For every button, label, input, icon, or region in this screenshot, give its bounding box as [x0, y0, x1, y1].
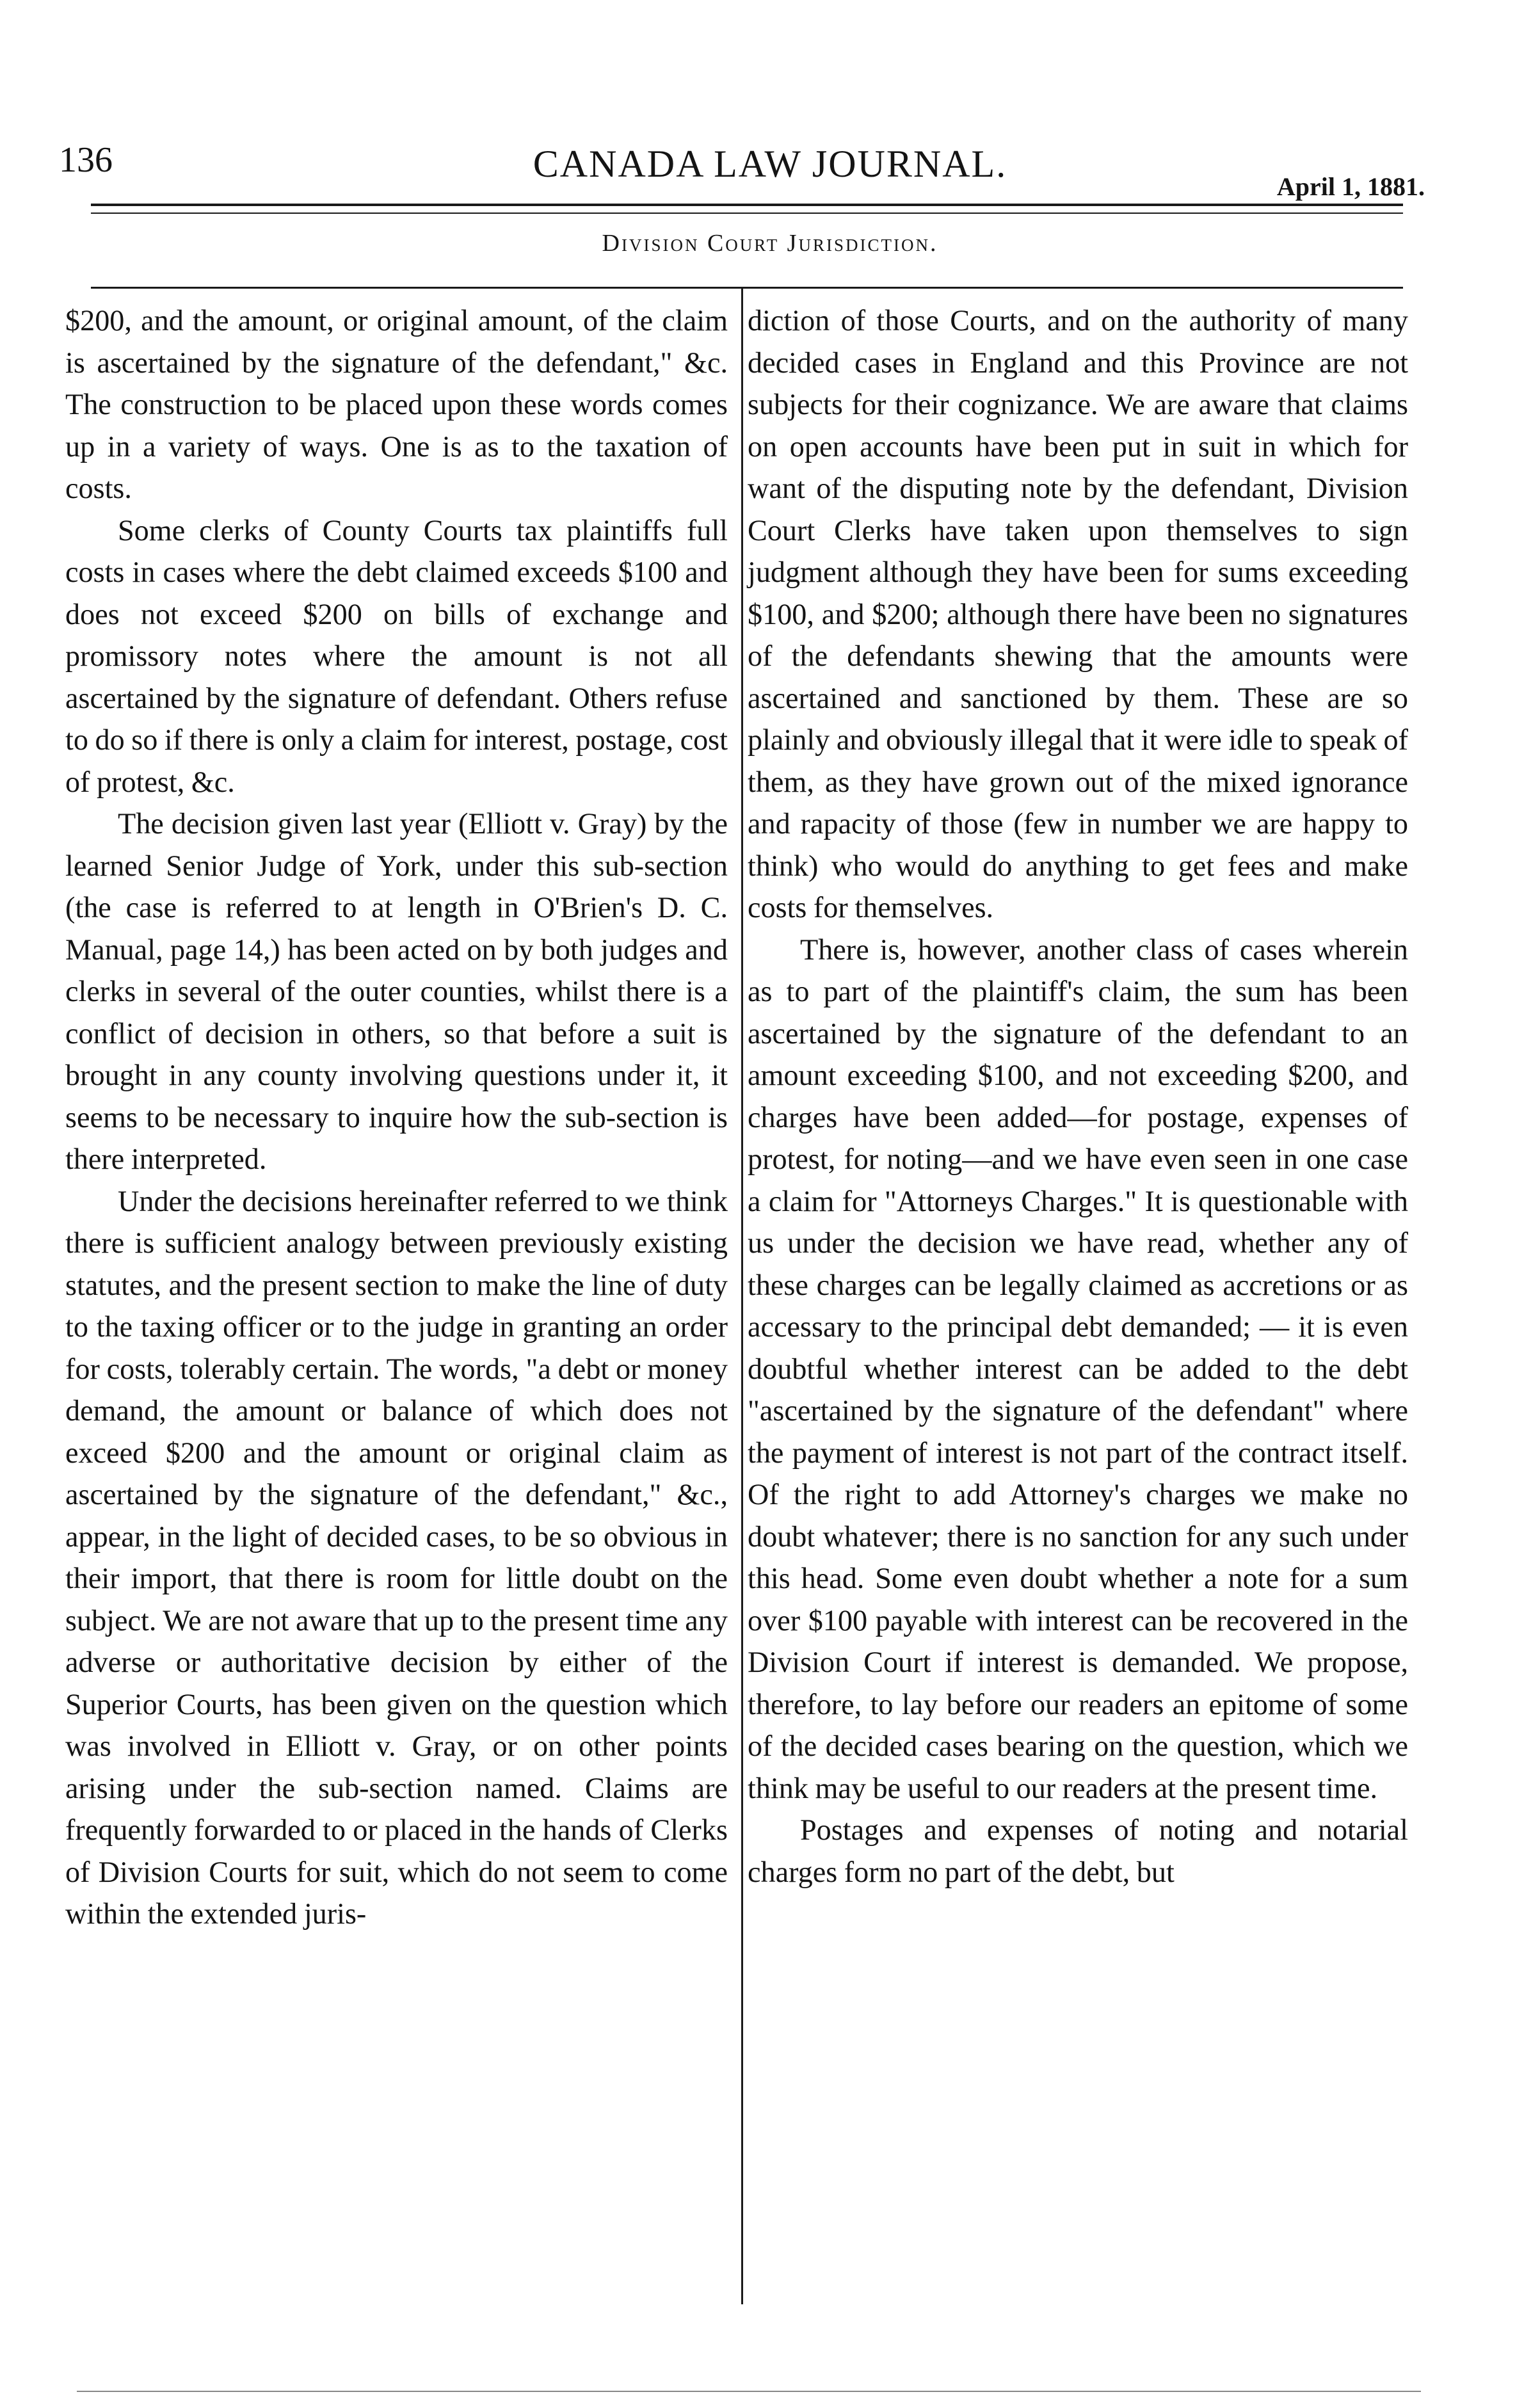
- paragraph: There is, however, another class of cases wherein as to part of the plaintiff's claim, the sum has been ascertained by the signature of the defendant to an amount exceeding $100, and not exceeding $200, and charges have been added—for postage, expenses of protest, for noting—and we have even seen in one case a claim for "Attorneys Charges." It is questionable with us under the decision we have read, whether any of these charges can be legally claimed as accretions or as accessary to the principal debt demanded; — it is even doubtful whether interest can be added to the debt "ascertained by the signature of the defendant" where the payment of interest is not part of the contract itself. Of the right to add Attorney's charges we make no doubt whatever; there is no sanction for any such under this head. Some even doubt whether a note for a sum over $100 payable with interest can be recovered in the Division Court if interest is demanded. We propose, therefore, to lay before our readers an epitome of some of the decided cases bearing on the question, which we think may be useful to our readers at the present time.: [748, 933, 1408, 1804]
- journal-title: CANADA LAW JOURNAL.: [533, 143, 1007, 185]
- paragraph: The decision given last year (Elliott v. Gray) by the learned Senior Judge of York, under this sub-section (the case is referred to at length in O'Brien's D. C. Manual, page 14,) has been acted on by both judges and clerks in several of the outer counties, whilst there is a conflict of decision in others, so that before a suit is brought in any county involving questions under it, it seems to be necessary to inquire how the sub-section is there interpreted.: [65, 807, 728, 1175]
- paragraph: $200, and the amount, or original amount, of the claim is ascertained by the signature of the defendant," &c. The construction to be placed upon these words comes up in a variety of ways. One is as to the taxation of costs.: [65, 304, 728, 504]
- page-number: 136: [59, 140, 113, 180]
- paragraph: Some clerks of County Courts tax plaintiffs full costs in cases where the debt claimed exceeds $100 and does not exceed $200 on bills of exchange and promissory notes where the amount is not all ascertained by the signature of defendant. Others refuse to do so if there is only a claim for interest, postage, cost of protest, &c.: [65, 513, 728, 798]
- page-header: [0, 0, 1540, 257]
- left-column: [65, 300, 728, 1935]
- column-divider: [741, 288, 743, 2304]
- section-rule: [91, 287, 1403, 289]
- header-rule-thick: [91, 204, 1403, 206]
- paragraph: Postages and expenses of noting and notarial charges form no part of the debt, but: [748, 1813, 1408, 1888]
- issue-date: April 1, 1881.: [1276, 172, 1425, 201]
- right-column: [748, 300, 1408, 1893]
- paragraph: diction of those Courts, and on the authority of many decided cases in England and this Province are not subjects for their cognizance. We are aware that claims on open accounts have been put in suit in which for want of the disputing note by the defendant, Division Court Clerks have taken upon themselves to sign judgment although they have been for sums exceeding $100, and $200; although there have been no signatures of the defendants shewing that the amounts were ascertained and sanctioned by them. These are so plainly and obviously illegal that it were idle to speak of them, as they have grown out of the mixed ignorance and rapacity of those (few in number we are happy to think) who would do anything to get fees and make costs for themselves.: [748, 304, 1408, 924]
- bottom-rule: [77, 2391, 1421, 2392]
- paragraph: Under the decisions hereinafter referred to we think there is sufficient analogy between previously existing statutes, and the present section to make the line of duty to the taxing officer or to the judge in granting an order for costs, tolerably certain. The words, "a debt or money demand, the amount or balance of which does not exceed $200 and the amount or original claim as ascertained by the signature of the defendant," &c., appear, in the light of decided cases, to be so obvious in their import, that there is room for little doubt on the subject. We are not aware that up to the present time any adverse or authoritative decision by either of the Superior Courts, has been given on the question which was involved in Elliott v. Gray, or on other points arising under the sub-section named. Claims are frequently forwarded to or placed in the hands of Clerks of Division Courts for suit, which do not seem to come within the extended juris-: [65, 1184, 728, 1930]
- header-rule-thin: [91, 213, 1403, 214]
- section-title: Division Court Jurisdiction.: [602, 230, 938, 257]
